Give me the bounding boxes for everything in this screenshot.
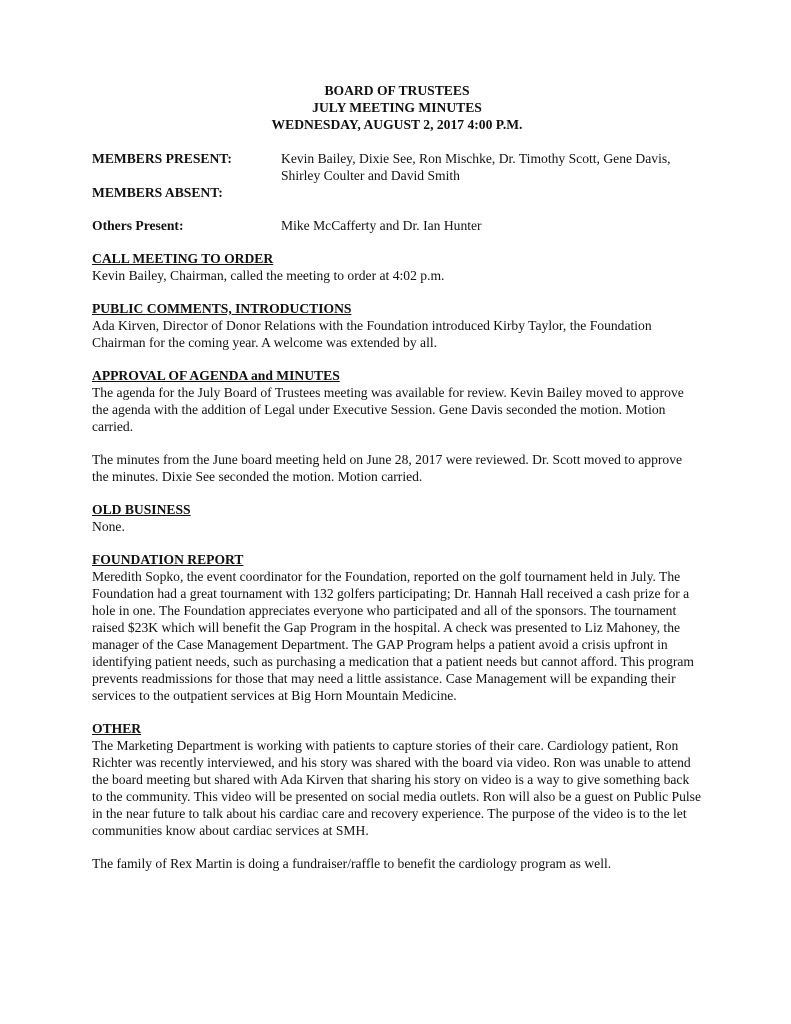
public-comments-heading: PUBLIC COMMENTS, INTRODUCTIONS: [92, 301, 352, 316]
call-to-order-text: Kevin Bailey, Chairman, called the meeting to order at 4:02 p.m.: [92, 268, 445, 283]
approval-minutes-text: The minutes from the June board meeting held on June 28, 2017 were reviewed. Dr. Scott moved to approve the minutes. Dixie See seconded the motion. Motion carried.: [92, 452, 683, 484]
others-present-row: [92, 217, 702, 234]
foundation-report-heading: FOUNDATION REPORT: [92, 552, 244, 567]
title-board: BOARD OF TRUSTEES: [324, 83, 470, 98]
other-fundraiser-text: The family of Rex Martin is doing a fundraiser/raffle to benefit the cardiology program as well.: [92, 856, 612, 871]
public-comments-text: Ada Kirven, Director of Donor Relations with the Foundation introduced Kirby Taylor, the Foundation Chairman for the coming year. A welcome was extended by all.: [92, 318, 652, 350]
approval-agenda-text: The agenda for the July Board of Trustees meeting was available for review. Kevin Bailey moved to approve the agenda with the addition of Legal under Executive Session. Gene Davis seconded the motion. Motion carried.: [92, 385, 684, 434]
members-absent-label: MEMBERS ABSENT:: [92, 185, 223, 200]
other-marketing-text: The Marketing Department is working with patients to capture stories of their care. Cardiology patient, Ron Richter was recently interviewed, and his story was shared with the board via video. Ron was unable to attend the board meeting but shared with Ada Kirven that sharing his story on video is a way to give something back to the community. This video will be presented on social media outlets. Ron will also be a guest on Public Pulse in the near future to talk about his cardiac care and recovery experience. The purpose of the video is to the let communities know about cardiac services at SMH.: [92, 738, 701, 838]
document-title: [92, 82, 702, 133]
call-to-order-heading: CALL MEETING TO ORDER: [92, 251, 274, 266]
minutes-document: [92, 82, 702, 872]
other-heading: OTHER: [92, 721, 142, 736]
old-business-heading: OLD BUSINESS: [92, 502, 191, 517]
old-business-text: None.: [92, 519, 125, 534]
members-present-label: MEMBERS PRESENT:: [92, 151, 232, 166]
others-present-value: Mike McCafferty and Dr. Ian Hunter: [281, 218, 482, 233]
title-date: WEDNESDAY, AUGUST 2, 2017 4:00 P.M.: [271, 117, 523, 132]
title-meeting: JULY MEETING MINUTES: [312, 100, 482, 115]
members-absent-value: [281, 184, 702, 201]
foundation-report-text: Meredith Sopko, the event coordinator for the Foundation, reported on the golf tournament held in July. The Foundation had a great tournament with 132 golfers participating; Dr. Hannah Hall received a cash prize for a hole in one. The Foundation appreciates everyone who participated and all of the sponsors. The tournament raised $23K which will benefit the Gap Program in the hospital. A check was presented to Liz Mahoney, the manager of the Case Management Department. The GAP Program helps a patient avoid a crisis upfront in identifying patient needs, such as purchasing a medication that a patient needs but cannot afford. This program prevents readmissions for those that may need a little assistance. Case Management will be expanding their services to the outpatient services at Big Horn Mountain Medicine.: [92, 569, 694, 703]
approval-heading: APPROVAL OF AGENDA and MINUTES: [92, 368, 340, 383]
members-absent-row: [92, 184, 702, 201]
others-present-label: Others Present:: [92, 218, 184, 233]
members-present-row: [92, 150, 702, 184]
members-present-value: Kevin Bailey, Dixie See, Ron Mischke, Dr. Timothy Scott, Gene Davis, Shirley Coulter and David Smith: [281, 151, 671, 183]
